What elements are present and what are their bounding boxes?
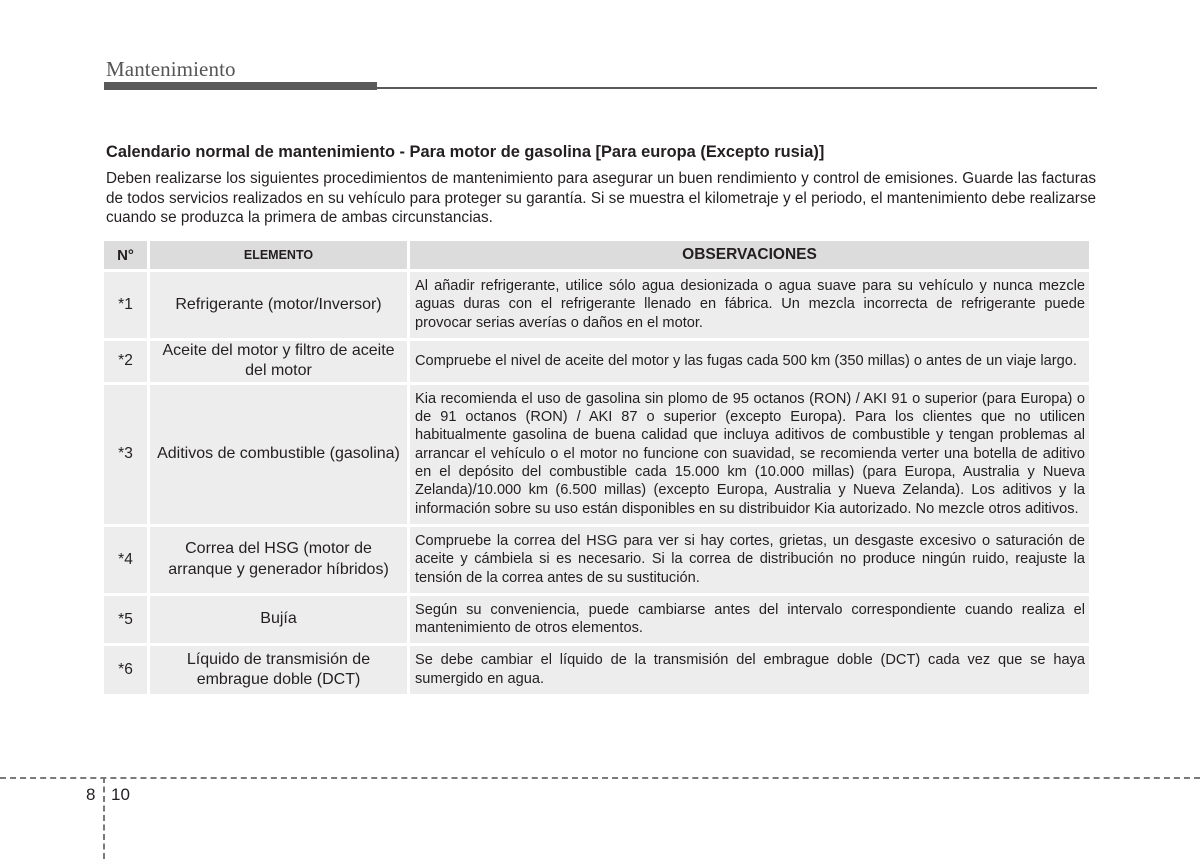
- table-row: [104, 272, 1089, 338]
- row-observations: Compruebe la correa del HSG para ver si hay cortes, grietas, un desgaste excesivo o saturación de aceite y cámbiela si es necesario. Si la correa de distribución no produce ningún ruido, reajuste la tensión de la correa antes de su sustitución.: [410, 527, 1089, 593]
- row-number: *4: [104, 527, 147, 593]
- footer-divider-horizontal: [0, 777, 1200, 779]
- header-rule-thin: [377, 87, 1097, 89]
- row-number: *3: [104, 385, 147, 524]
- section-title: Mantenimiento: [106, 57, 236, 81]
- page-number: 10: [111, 785, 130, 804]
- row-observations: Al añadir refrigerante, utilice sólo agua desionizada o agua suave para su vehículo y nunca mezcle aguas duras con el refrigerante llenado en fábrica. Un mezcla incorrecta de refrigerante puede provocar serias averías o daños en el motor.: [410, 272, 1089, 338]
- table-header-row: [104, 241, 1089, 269]
- row-element: Correa del HSG (motor de arranque y generador híbridos): [150, 527, 407, 593]
- table-row: [104, 596, 1089, 644]
- table-row: [104, 341, 1089, 382]
- row-element: Aditivos de combustible (gasolina): [150, 385, 407, 524]
- row-number: *1: [104, 272, 147, 338]
- table-row: [104, 385, 1089, 524]
- row-observations: Según su conveniencia, puede cambiarse antes del intervalo correspondiente cuando realiza el mantenimiento de otros elementos.: [410, 596, 1089, 644]
- row-element: Bujía: [150, 596, 407, 644]
- page-heading: Calendario normal de mantenimiento - Para motor de gasolina [Para europa (Excepto rusia)]: [106, 142, 825, 161]
- row-observations: Compruebe el nivel de aceite del motor y las fugas cada 500 km (350 millas) o antes de un viaje largo.: [410, 341, 1089, 382]
- table-row: [104, 646, 1089, 694]
- column-header-number: N°: [104, 241, 147, 269]
- row-number: *2: [104, 341, 147, 382]
- row-number: *6: [104, 646, 147, 694]
- footer-divider-vertical: [103, 777, 105, 859]
- row-observations: Kia recomienda el uso de gasolina sin plomo de 95 octanos (RON) / AKI 91 o superior (para Europa) o de 91 octanos (RON) / AKI 87 o superior (excepto Europa). Para los clientes que no utilicen habitualmente gasolina de buena calidad que incluya aditivos de combustible y tengan problemas al arrancar el vehículo o el motor no funcione con suavidad, se recomienda verter una botella de aditivo en el depósito del combustible cada 15.000 km (10.000 millas) (para Europa, Australia y Nueva Zelanda)/10.000 km (6.500 millas) (excepto Europa, Australia y Nueva Zelanda). Los aditivos y la información sobre su uso están disponibles en su distribuidor Kia autorizado. No mezcle otros aditivos.: [410, 385, 1089, 524]
- row-element: Aceite del motor y filtro de aceite del motor: [150, 341, 407, 382]
- header-rule-thick: [104, 82, 377, 90]
- maintenance-table: [101, 238, 1092, 697]
- row-number: *5: [104, 596, 147, 644]
- intro-paragraph: Deben realizarse los siguientes procedimientos de mantenimiento para asegurar un buen rendimiento y control de emisiones. Guarde las facturas de todos servicios realizados en su vehículo para proteger su garantía. Si se muestra el kilometraje y el periodo, el mantenimiento debe realizarse cuando se produzca la primera de ambas circunstancias.: [106, 170, 1096, 226]
- column-header-observations: OBSERVACIONES: [410, 241, 1089, 269]
- row-element: Líquido de transmisión de embrague doble (DCT): [150, 646, 407, 694]
- row-observations: Se debe cambiar el líquido de la transmisión del embrague doble (DCT) cada vez que se haya sumergido en agua.: [410, 646, 1089, 694]
- column-header-element: ELEMENTO: [150, 241, 407, 269]
- chapter-number: 8: [86, 785, 96, 804]
- row-element: Refrigerante (motor/Inversor): [150, 272, 407, 338]
- table-row: [104, 527, 1089, 593]
